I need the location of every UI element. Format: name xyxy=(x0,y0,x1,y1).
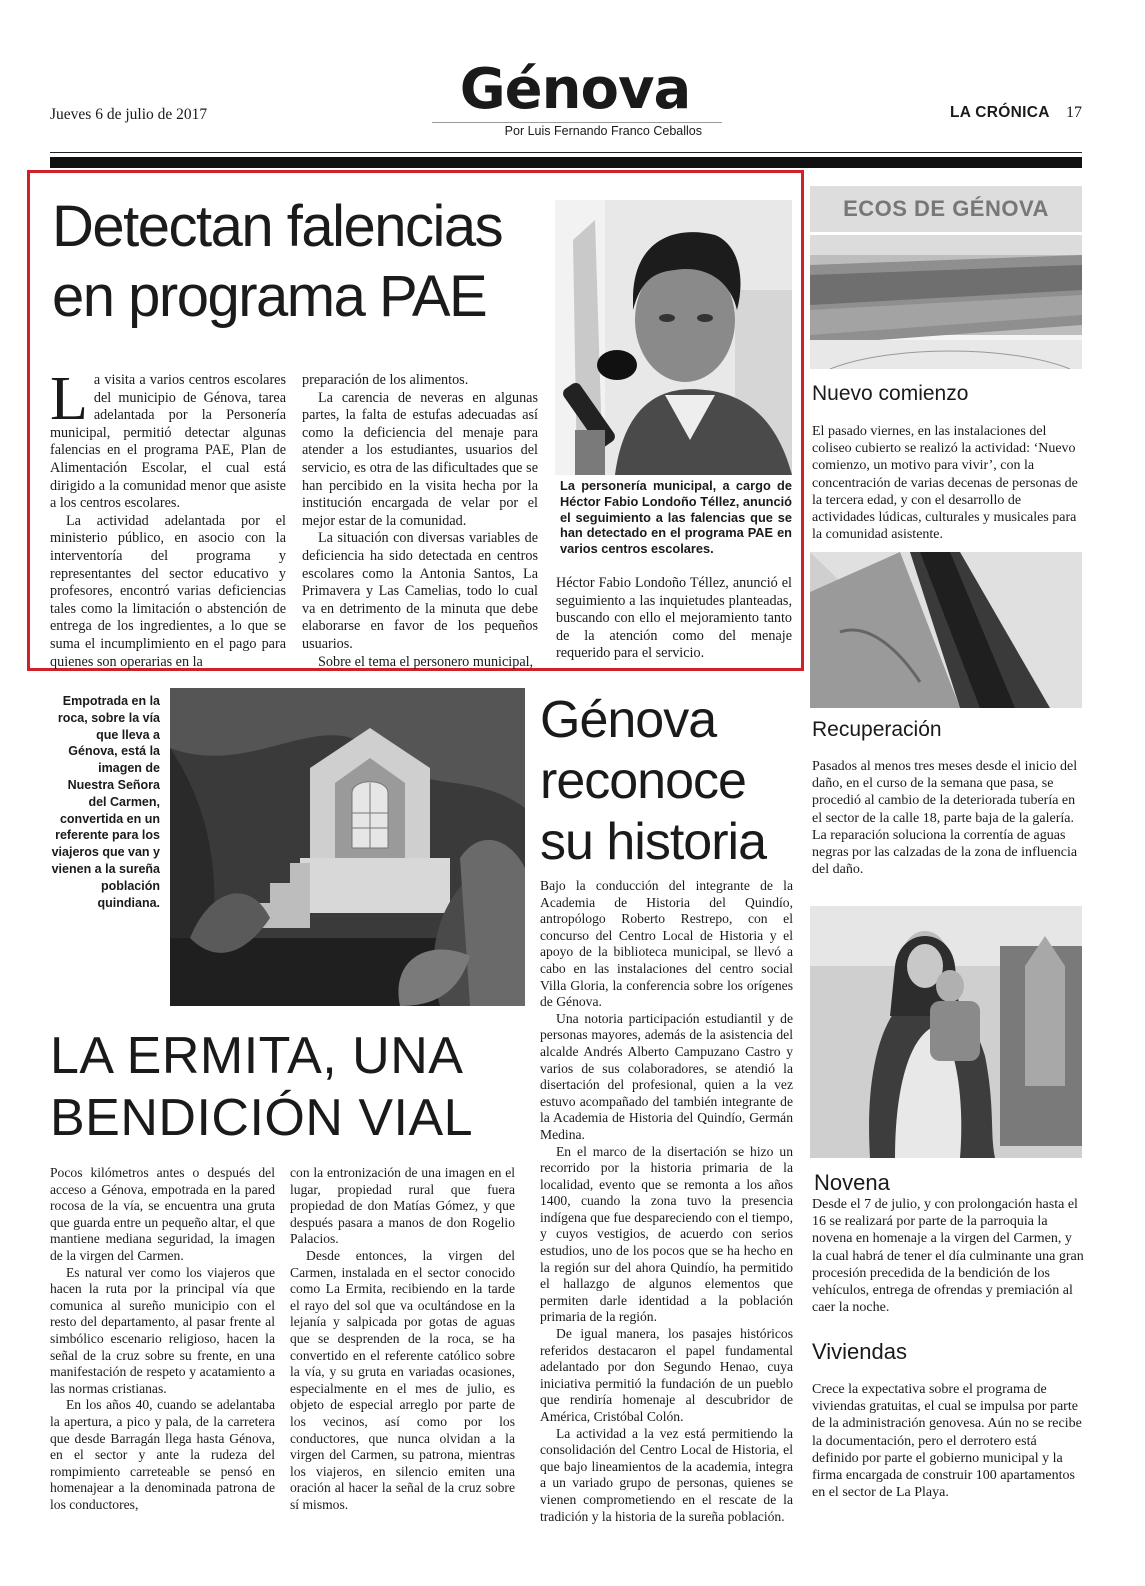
ecos-item-head-3: Novena xyxy=(814,1170,890,1195)
article3-column1 xyxy=(50,1165,275,1513)
ecos-item-text-4: Crece la expectativa sobre el programa de viviendas gratuitas, el cual se impulsa por parte de la administración genovesa. Aún no se recibe la documentación, pero el derrotero está definido por parte el gobierno municipal y la firma encargada de construir 100 apartamentos en el sector de La Playa. xyxy=(812,1382,1082,1501)
article1-column1 xyxy=(50,365,286,671)
article2-para4: De igual manera, los pasajes históricos referidos destacaron el papel fundamental adelantado por don Segundo Henao, cuya iniciativa permitió la fundación de un pueblo que rendiría homenaje al descubridor de América, Cristóbal Colón. xyxy=(540,1326,793,1424)
article2-headline-line1: Génova xyxy=(540,691,717,749)
article3-para4: con la entronización de una imagen en el lugar, propiedad rural que fuera propiedad de don Matías Gómez, y que después pasara a manos de don Rogelio Palacios. xyxy=(290,1165,515,1247)
virgen-photo xyxy=(810,906,1082,1158)
article1-para5: La situación con diversas variables de deficiencia ha sido detectada en centros escolares como la Antonia Santos, La Primavera y Las Camelias, todo lo cual va en detrimento de la minuta que debe elaborarse en favor de los pequeños usuarios. xyxy=(302,530,538,652)
article1-para4: La carencia de neveras en algunas partes, la falta de estufas adecuadas así como la deficiencia del menaje para atender a los estudiantes, usuarios del servicio, es otra de las dificultades que se han percibido en la visita hecha por la institución encargada de velar por el mejor estar de la comunidad. xyxy=(302,389,538,529)
article3-para1: Pocos kilómetros antes o después del acceso a Génova, empotrada en la pared rocosa de la vía, se encuentra una gruta que guarda entre un pequeño altar, el que mantiene mediana seguridad, la imagen de la virgen del Carmen. xyxy=(50,1165,275,1263)
article2-para5: La actividad a la vez está permitiendo la consolidación del Centro Local de Historia, el que bajo lineamientos de la academia, integra a un variado grupo de personas, quienes se vienen comprometiendo en el rescate de la tradición y la historia de la sureña población. xyxy=(540,1425,793,1524)
article3-para3: En los años 40, cuando se adelantaba la apertura, a pico y pala, de la carretera que desde Barragán llega hasta Génova, en el sector y ante la rudeza del rompimiento carreteable se pensó en homenajear a la denominada patrona de los conductores, xyxy=(50,1397,275,1512)
article3-para2: Es natural ver como los viajeros que hacen la ruta por la principal vía que comunica al sureño municipio con el resto del departamento, al pasar frente al simbólico escenario religioso, hacen la señal de la cruz sobre su frente, en una manifestación de respeto y acatamiento a las normas cristianas. xyxy=(50,1264,275,1396)
ecos-item-head-2: Recuperación xyxy=(812,718,942,741)
article3-headline-line1: LA ERMITA, UNA xyxy=(50,1027,464,1085)
article1-para3: preparación de los alimentos. xyxy=(302,372,469,388)
coliseo-photo xyxy=(810,235,1082,369)
article2-headline-line3: su historia xyxy=(540,813,766,871)
page-number: 17 xyxy=(1066,104,1082,121)
ecos-item-head-1: Nuevo comienzo xyxy=(812,382,969,405)
article1-column3 xyxy=(556,575,792,663)
article2-para1: Bajo la conducción del integrante de la Academia de Historia del Quindío, antropólogo Roberto Restrepo, con el concurso del Centro Local de Historia y el apoyo de la biblioteca municipal, se llevó a cabo en las instalaciones del centro social Villa Gloria, la conferencia sobre los orígenes de Génova. xyxy=(540,878,793,1010)
article1-para6: Sobre el tema el personero municipal, xyxy=(318,653,534,670)
article2-headline xyxy=(540,690,800,873)
ermita-photo xyxy=(170,688,525,1006)
article2-headline-line2: reconoce xyxy=(540,752,746,810)
section-title: Génova xyxy=(459,57,691,122)
article1-photo-caption: La personería municipal, a cargo de Héctor Fabio Londoño Téllez, anunció el seguimiento a las falencias que se han detectado en el programa PAE en varios centros escolares. xyxy=(560,478,792,557)
article3-column2 xyxy=(290,1165,515,1513)
ecos-item-text-3: Desde el 7 de julio, y con prolongación hasta el 16 se realizará por parte de la parroquia la novena en homenaje a la virgen del Carmen, y la cual habrá de tener el día culminante una gran procesión precedida de la bendición de los vehículos, entrega de ofrendas y premiación al caer la noche. xyxy=(812,1197,1084,1316)
article1-headline-line2: en programa PAE xyxy=(52,264,487,329)
article3-headline-line2: BENDICIÓN VIAL xyxy=(50,1089,474,1147)
article1-para2: La actividad adelantada por el ministerio público, en asocio con la interventoría del programa y representantes del sector educativo y profesores, encontró varias deficiencias tales como la limitación o abstención de entrega de los ingredientes, a lo que se suma el incumplimiento en el pago para quienes son operarias en la xyxy=(50,512,286,670)
ecos-section-title: ECOS DE GÉNOVA xyxy=(810,186,1082,232)
article1-column2 xyxy=(302,372,538,671)
ecos-item-text-1: El pasado viernes, en las instalaciones del coliseo cubierto se realizó la actividad: ‘Nuevo comienzo, un motivo para vivir’, con la concentración de varias decenas de personas de la tercera edad, y con el desarrollo de actividades lúdicas, culturales y musicales para la comunidad asistente. xyxy=(812,424,1078,543)
article1-para7: Héctor Fabio Londoño Téllez, anunció el seguimiento a las inquietudes planteadas, buscando con ello el mejoramiento tanto de la atención como del menaje requerido para el servicio. xyxy=(556,575,792,662)
header-rule-thin xyxy=(50,152,1082,153)
issue-date: Jueves 6 de julio de 2017 xyxy=(50,106,208,123)
article2-para3: En el marco de la disertación se hizo un recorrido por la historia primaria de la localidad, evento que se remonta a los años 1400, cuando la zona tuvo la presencia indígena que fue despareciendo con el tiempo, y cuyos vestigios, de acuerdo con serios estudios, uno de los pocos que se ha hecho en la región sur del ahora Quindío, ha permitido el hallazgo de algunos elementos que permiten darle identidad a la población primaria de la región. xyxy=(540,1143,793,1325)
article3-headline xyxy=(50,1025,530,1149)
personero-photo xyxy=(555,200,792,475)
article3-para5: Desde entonces, la virgen del Carmen, instalada en el sector conocido como La Ermita, recibiendo en la tarde el rayo del sol que va ocultándose en la lejanía y salpicada por gotas de aguas que se desprenden de la roca, se ha convertido en el referente católico sobre la vía, y su gruta en variadas ocasiones, especialmente en el mes de julio, es objeto de especial arreglo por parte de los vecinos, así como por los conductores, que nunca olvidan a la virgen del Carmen, su patrona, mientras los viajeros, en silencio emiten una oración al hacer la señal de la cruz sobre sí mismos. xyxy=(290,1247,515,1512)
header-rule-thick xyxy=(50,157,1082,168)
article1-headline xyxy=(52,192,552,332)
article2-column xyxy=(540,878,793,1525)
article2-para2: Una notoria participación estudiantil y de personas mayores, además de la asistencia del alcalde Andrés Alberto Campuzano Castro y varios de sus colaboradores, se atendió la disertación del profesional, quien a la vez estuvo acompañado del también integrante de la Academia de Historia del Quindío, Germán Medina. xyxy=(540,1010,793,1142)
article1-headline-line1: Detectan falencias xyxy=(52,194,503,259)
tuberia-photo xyxy=(810,552,1082,708)
byline: Por Luis Fernando Franco Ceballos xyxy=(432,122,722,138)
ecos-item-text-2: Pasados al menos tres meses desde el inicio del daño, en el curso de la semana que pasa, se procedió al cambio de la deteriorada tubería en el sector de la calle 18, parte baja de la galería. La reparación soluciona la correntía de aguas negras por las calzadas de la zona de influencia del daño. xyxy=(812,759,1078,878)
ecos-item-head-4: Viviendas xyxy=(812,1339,907,1364)
newspaper-name: LA CRÓNICA xyxy=(950,104,1050,121)
article1-para1: La visita a varios centros escolares del municipio de Génova, tarea adelantada por la Personería municipal, permitió detectar algunas falencias en el programa PAE, Plan de Alimentación Escolar, el cual está dirigido a la comunidad menor que asiste a los centros escolares. xyxy=(50,365,286,512)
dropcap: L xyxy=(50,365,88,433)
ermita-photo-caption: Empotrada en la roca, sobre la vía que lleva a Génova, está la imagen de Nuestra Señora del Carmen, convertida en un referente para los viajeros que van y vienen a la sureña población quindiana. xyxy=(51,694,160,910)
